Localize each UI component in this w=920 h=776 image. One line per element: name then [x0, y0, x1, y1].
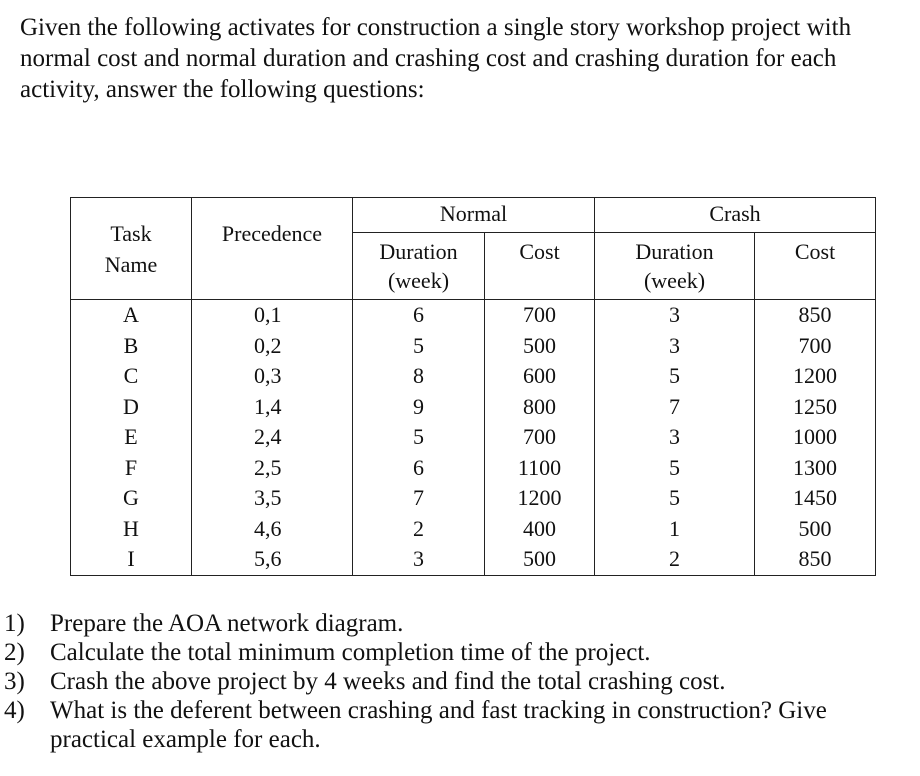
- task-cell: F: [71, 453, 192, 484]
- task-cell: I: [71, 544, 192, 575]
- precedence-cell: 2,4: [192, 422, 353, 453]
- task-cell: B: [71, 331, 192, 362]
- activity-table: [70, 197, 876, 576]
- normal-duration-cell: 7: [353, 483, 485, 514]
- crash-duration-cell: 3: [595, 422, 755, 453]
- normal-duration-cell: 2: [353, 514, 485, 545]
- task-cell: E: [71, 422, 192, 453]
- normal-cost-cell: 400: [485, 514, 595, 545]
- table-row: [71, 544, 876, 575]
- question-text: What is the deferent between crashing and fast tracking in construction? Give practical example for each.: [50, 697, 827, 753]
- normal-duration-header: [353, 233, 485, 300]
- normal-duration-cell: 6: [353, 300, 485, 331]
- task-cell: C: [71, 361, 192, 392]
- task-cell: D: [71, 392, 192, 423]
- task-cell: H: [71, 514, 192, 545]
- table-row: [71, 392, 876, 423]
- task-cell: A: [71, 300, 192, 331]
- question-item: [4, 638, 904, 667]
- table-row: [71, 300, 876, 331]
- precedence-cell: 0,3: [192, 361, 353, 392]
- crash-duration-cell: 1: [595, 514, 755, 545]
- normal-cost-cell: 1100: [485, 453, 595, 484]
- precedence-cell: 0,1: [192, 300, 353, 331]
- crash-cost-cell: 1000: [755, 422, 876, 453]
- crash-duration-cell: 3: [595, 300, 755, 331]
- table-row: [71, 422, 876, 453]
- crash-duration-cell: 5: [595, 483, 755, 514]
- precedence-cell: 5,6: [192, 544, 353, 575]
- question-item: [4, 609, 904, 638]
- precedence-cell: 0,2: [192, 331, 353, 362]
- intro-paragraph: Given the following activates for construction a single story workshop project with normal cost and normal duration and crashing cost and crashing duration for each activity, answer the following questions:: [20, 14, 852, 103]
- crash-duration-header-label: Duration (week): [635, 239, 714, 293]
- crash-cost-cell: 700: [755, 331, 876, 362]
- normal-duration-header-label: Duration (week): [379, 239, 458, 293]
- crash-cost-cell: 1250: [755, 392, 876, 423]
- crash-cost-cell: 850: [755, 544, 876, 575]
- question-list: [4, 609, 904, 754]
- normal-cost-cell: 500: [485, 544, 595, 575]
- normal-cost-cell: 600: [485, 361, 595, 392]
- crash-duration-cell: 5: [595, 453, 755, 484]
- question-item: [4, 667, 904, 696]
- task-cell: G: [71, 483, 192, 514]
- question-number: 1): [4, 610, 25, 637]
- question-number: 2): [4, 639, 25, 666]
- precedence-cell: 3,5: [192, 483, 353, 514]
- crash-duration-cell: 2: [595, 544, 755, 575]
- table-row: [71, 331, 876, 362]
- task-name-header-label: Task Name: [104, 221, 158, 277]
- normal-cost-cell: 1200: [485, 483, 595, 514]
- normal-cost-header: Cost: [485, 233, 595, 300]
- crash-duration-cell: 5: [595, 361, 755, 392]
- crash-duration-header: [595, 233, 755, 300]
- table-row: [71, 514, 876, 545]
- question-text: Prepare the AOA network diagram.: [50, 610, 404, 637]
- precedence-cell: 4,6: [192, 514, 353, 545]
- crash-duration-cell: 3: [595, 331, 755, 362]
- precedence-cell: 1,4: [192, 392, 353, 423]
- question-item: [4, 696, 904, 754]
- question-text: Crash the above project by 4 weeks and find the total crashing cost.: [50, 668, 726, 695]
- table-row: [71, 361, 876, 392]
- crash-cost-cell: 1450: [755, 483, 876, 514]
- precedence-header: Precedence: [192, 198, 353, 300]
- crash-cost-cell: 1300: [755, 453, 876, 484]
- normal-cost-cell: 500: [485, 331, 595, 362]
- crash-duration-cell: 7: [595, 392, 755, 423]
- crash-cost-cell: 850: [755, 300, 876, 331]
- normal-duration-cell: 6: [353, 453, 485, 484]
- normal-cost-cell: 700: [485, 300, 595, 331]
- task-name-header: [71, 198, 192, 300]
- normal-cost-cell: 800: [485, 392, 595, 423]
- precedence-cell: 2,5: [192, 453, 353, 484]
- question-number: 3): [4, 668, 25, 695]
- normal-group-header: Normal: [353, 198, 595, 233]
- table-row: [71, 483, 876, 514]
- normal-duration-cell: 5: [353, 331, 485, 362]
- table-row: [71, 453, 876, 484]
- question-number: 4): [4, 697, 25, 724]
- crash-cost-cell: 1200: [755, 361, 876, 392]
- normal-duration-cell: 5: [353, 422, 485, 453]
- normal-cost-cell: 700: [485, 422, 595, 453]
- normal-duration-cell: 9: [353, 392, 485, 423]
- crash-cost-cell: 500: [755, 514, 876, 545]
- normal-duration-cell: 3: [353, 544, 485, 575]
- question-text: Calculate the total minimum completion time of the project.: [50, 639, 651, 666]
- crash-cost-header: Cost: [755, 233, 876, 300]
- crash-group-header: Crash: [595, 198, 876, 233]
- normal-duration-cell: 8: [353, 361, 485, 392]
